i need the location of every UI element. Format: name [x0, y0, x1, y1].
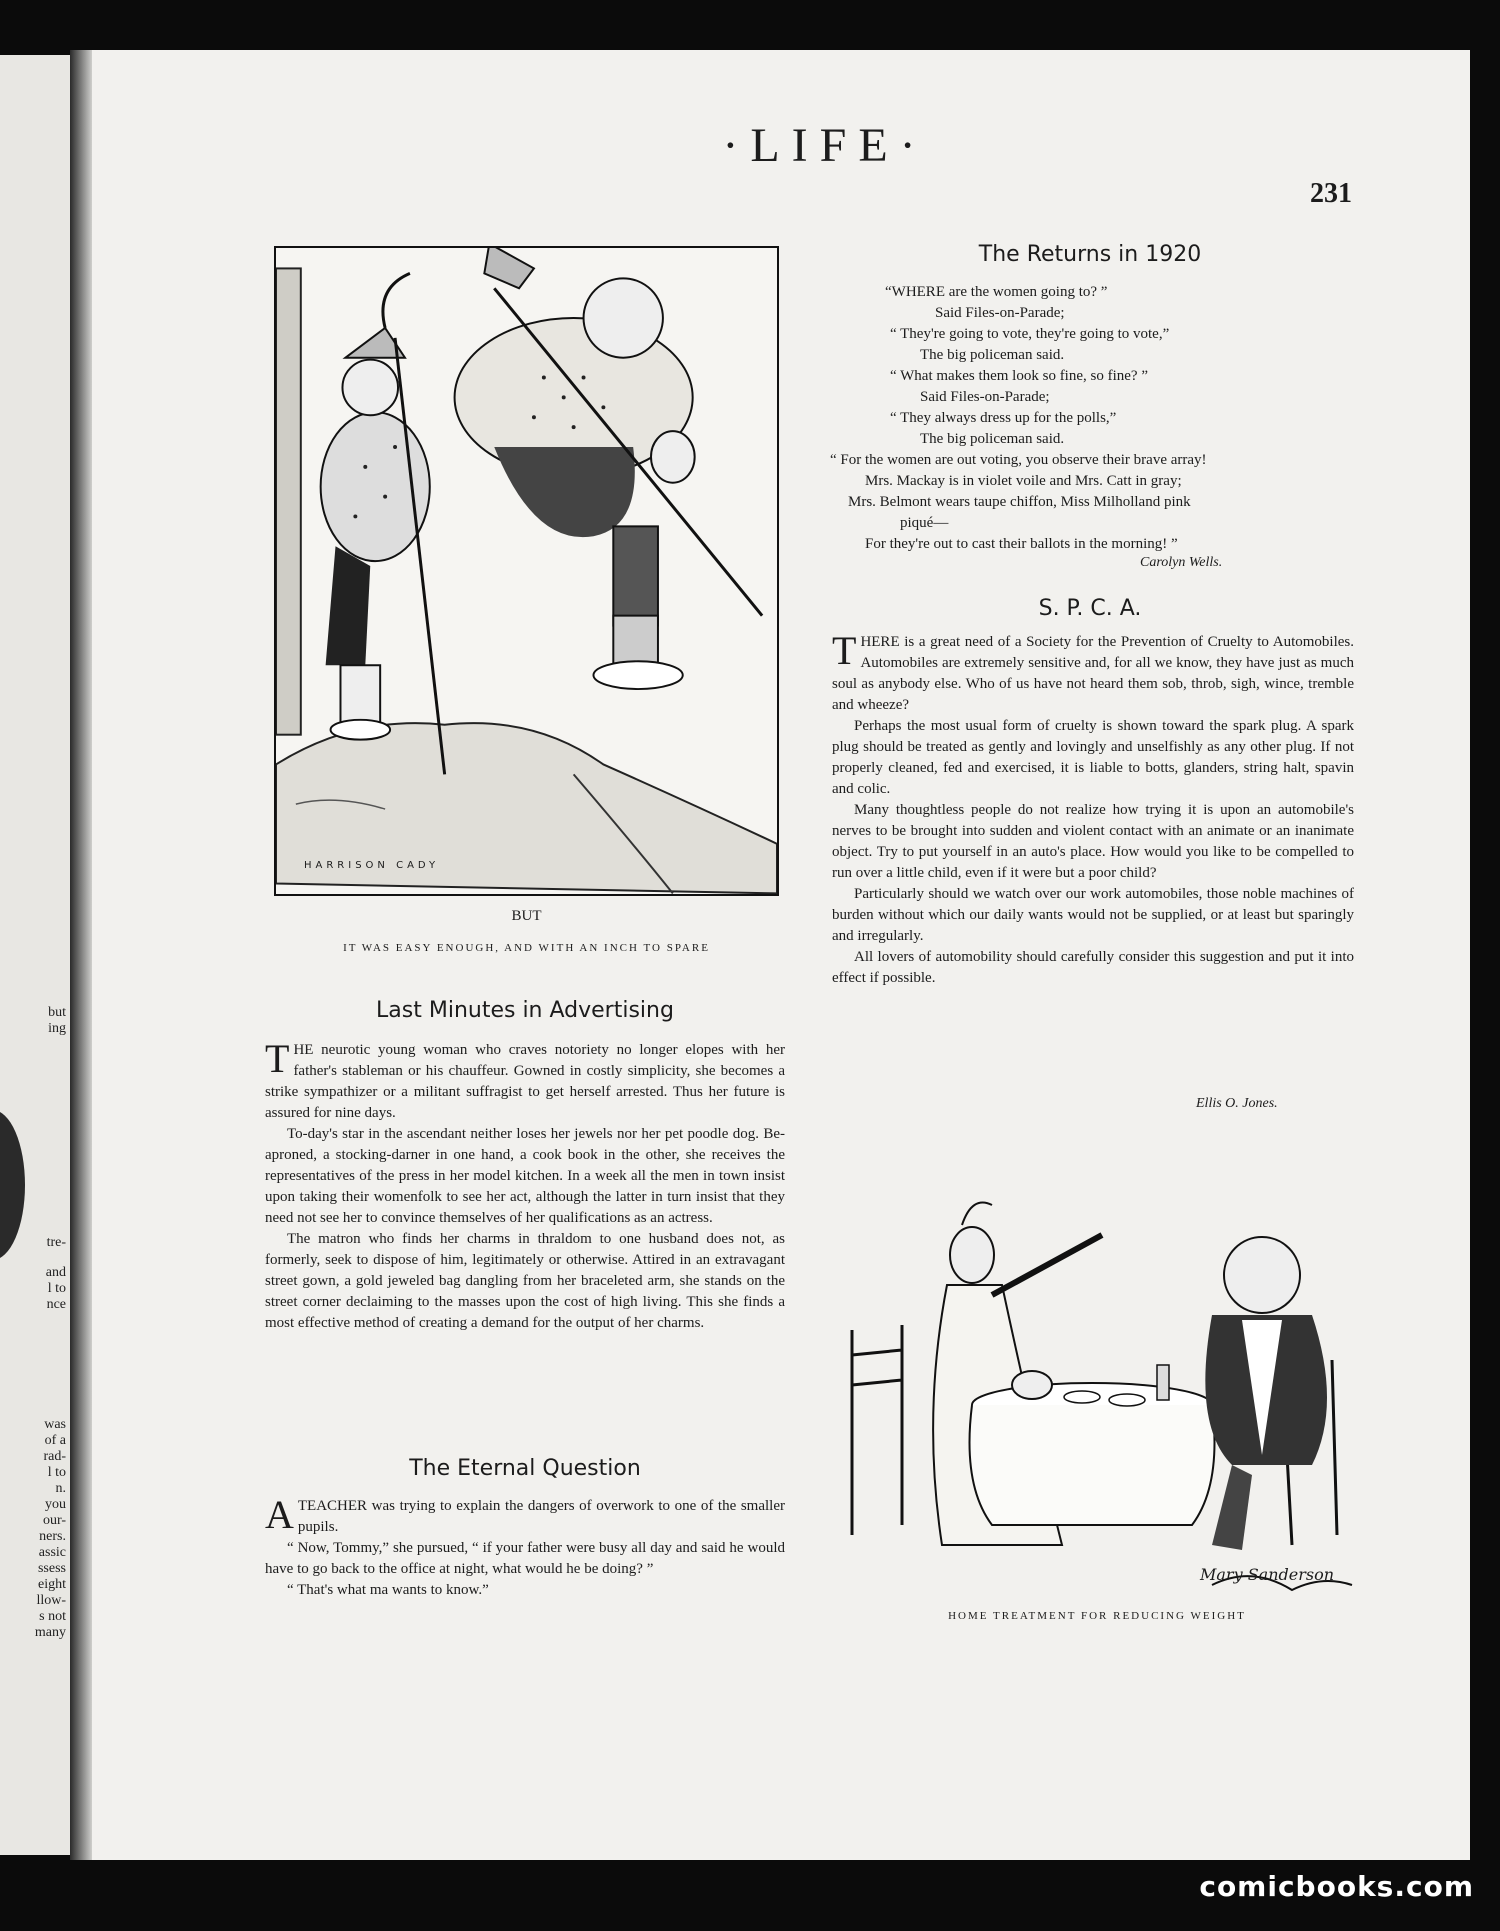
spca-attribution: Ellis O. Jones. — [1196, 1096, 1278, 1111]
poem — [830, 282, 1360, 555]
spca-article — [832, 628, 1354, 989]
page-number: 231 — [1310, 178, 1352, 209]
poem-line: “ They're going to vote, they're going to vote,” — [890, 326, 1170, 342]
left-page-fragment: tre- — [46, 1235, 66, 1250]
poem-line: “WHERE are the women going to? ” — [885, 284, 1108, 300]
left-page-fragment: ssess — [37, 1561, 66, 1576]
left-page-fragment: l to — [47, 1281, 66, 1296]
poem-line: The big policeman said. — [920, 431, 1065, 447]
left-page-fragment: our- — [42, 1513, 66, 1528]
left-page-fragment: n. — [55, 1481, 66, 1496]
eternal-question-heading: The Eternal Question — [409, 1456, 641, 1481]
poem-attribution: Carolyn Wells. — [1140, 555, 1223, 570]
poem-line: For they're out to cast their ballots in the morning! ” — [865, 536, 1178, 552]
left-page-fragment: assic — [38, 1545, 66, 1560]
dropcap: A — [265, 1492, 294, 1537]
left-page-fragment: rad- — [43, 1449, 66, 1464]
poem-line: “ For the women are out voting, you observe their brave array! — [830, 452, 1207, 468]
paragraph: Particularly should we watch over our work automobiles, those noble machines of burden without which our daily wants would not be supplied, or at least but sparingly and irregularly. — [832, 886, 1354, 944]
paragraph: All lovers of automobility should carefully consider this suggestion and put it into effect if possible. — [832, 949, 1354, 986]
left-page-fragment: eight — [38, 1577, 66, 1592]
cartoon1-caption-title: BUT — [511, 908, 542, 924]
paragraph: Many thoughtless people do not realize how trying it is upon an automobile's nerves to be brought into sudden and violent contact with an animate or an inanimate object. Try to put yourself in an auto's place. How would you like to be compelled to run over a little child, even if it were but a poor child? — [832, 802, 1354, 881]
paragraph: The matron who finds her charms in thraldom to one husband does not, as formerly, seek to dispose of him, legitimately or otherwise. Attired in an extravagant street gown, a gold jeweled bag dangling from her braceleted arm, she stands on the street corner declaiming to the masses upon the cost of high living. This she finds a most effective method of creating a demand for the output of her charms. — [265, 1231, 785, 1331]
left-page-fragment: but — [48, 1005, 66, 1020]
cartoon2-signature: Mary Sanderson — [1200, 1565, 1335, 1584]
left-page-fragment: many — [34, 1625, 66, 1640]
cartoon-breakfast-table — [832, 1165, 1362, 1605]
watermark: comicbooks.com — [1199, 1870, 1474, 1903]
left-page-fragment: nce — [46, 1297, 66, 1312]
cartoon1-signature: HARRISON CADY — [304, 860, 440, 871]
left-page-fragment: l to — [47, 1465, 66, 1480]
left-page-fragment: was — [44, 1417, 66, 1432]
paragraph: To-day's star in the ascendant neither loses her jewels nor her pet poodle dog. Be-aproned, a stocking-darner in one hand, a cook book in the other, she receives the representatives of the press in her model kitchen. In a week all the men in town insist upon taking their womenfolk to see her act, although the latter in turn insist that they need not see her to convince themselves of her qualifications as an actress. — [265, 1126, 785, 1226]
cartoon1-caption: IT WAS EASY ENOUGH, AND WITH AN INCH TO SPARE — [343, 942, 710, 954]
poem-line: Mrs. Belmont wears taupe chiffon, Miss Milholland pink — [848, 494, 1191, 510]
left-page-fragment: ing — [48, 1021, 66, 1036]
poem-line: “ What makes them look so fine, so fine? ” — [890, 368, 1148, 384]
paragraph: THE neurotic young woman who craves notoriety no longer elopes with her father's stableman or his chauffeur. Gowned in costly simplicity, she becomes a strike sympathizer or a militant suffragist to get herself arrested. Thus her future is assured for nine days. — [265, 1036, 785, 1121]
left-page-fragment: llow- — [36, 1593, 66, 1608]
left-page-fragment: and — [45, 1265, 66, 1280]
poem-line: “ They always dress up for the polls,” — [890, 410, 1117, 426]
paragraph: ATEACHER was trying to explain the dangers of overwork to one of the smaller pupils. — [265, 1492, 785, 1537]
paragraph: “ That's what ma wants to know.” — [287, 1582, 489, 1598]
spca-heading: S. P. C. A. — [1038, 596, 1142, 621]
left-page-fragment: you — [45, 1497, 66, 1512]
poem-heading: The Returns in 1920 — [978, 242, 1202, 267]
poem-line: The big policeman said. — [920, 347, 1065, 363]
cartoon2-caption: HOME TREATMENT FOR REDUCING WEIGHT — [948, 1610, 1246, 1622]
masthead: ·LIFE· — [722, 119, 928, 172]
poem-line: Said Files-on-Parade; — [935, 305, 1065, 321]
cartoon-illustration — [276, 248, 777, 894]
advertising-heading: Last Minutes in Advertising — [376, 998, 674, 1023]
poem-line: piqué— — [900, 515, 949, 531]
poem-line: Mrs. Mackay is in violet voile and Mrs. Catt in gray; — [865, 473, 1182, 489]
eternal-question-article — [265, 1492, 785, 1601]
paragraph: Perhaps the most usual form of cruelty is shown toward the spark plug. A spark plug should be treated as gently and lovingly and unselfishly as any other plug. If not properly cleaned, fed and exercised, it is liable to botts, glanders, string halt, spavin and colic. — [832, 718, 1354, 797]
paragraph: “ Now, Tommy,” she pursued, “ if your father were busy all day and said he would have to go back to the office at night, what would he be doing? ” — [265, 1540, 785, 1577]
poem-line: Said Files-on-Parade; — [920, 389, 1050, 405]
adjacent-page-edge — [0, 55, 73, 1855]
left-page-fragment: ners. — [39, 1529, 66, 1544]
binding-gutter — [70, 50, 92, 1860]
cartoon-illustration — [832, 1165, 1362, 1605]
left-page-fragment: s not — [39, 1609, 66, 1624]
dropcap: T — [832, 628, 857, 673]
cartoon-mountain-climbers — [274, 246, 779, 896]
left-page-fragment: of a — [44, 1433, 66, 1448]
advertising-article — [265, 1036, 785, 1334]
paragraph: THERE is a great need of a Society for the Prevention of Cruelty to Automobiles. Automobiles are extremely sensitive and, for all we know, they have just as much soul as anybody else. Who of us have not heard them sob, throb, sigh, wince, tremble and wheeze? — [832, 628, 1354, 713]
dropcap: T — [265, 1036, 290, 1081]
